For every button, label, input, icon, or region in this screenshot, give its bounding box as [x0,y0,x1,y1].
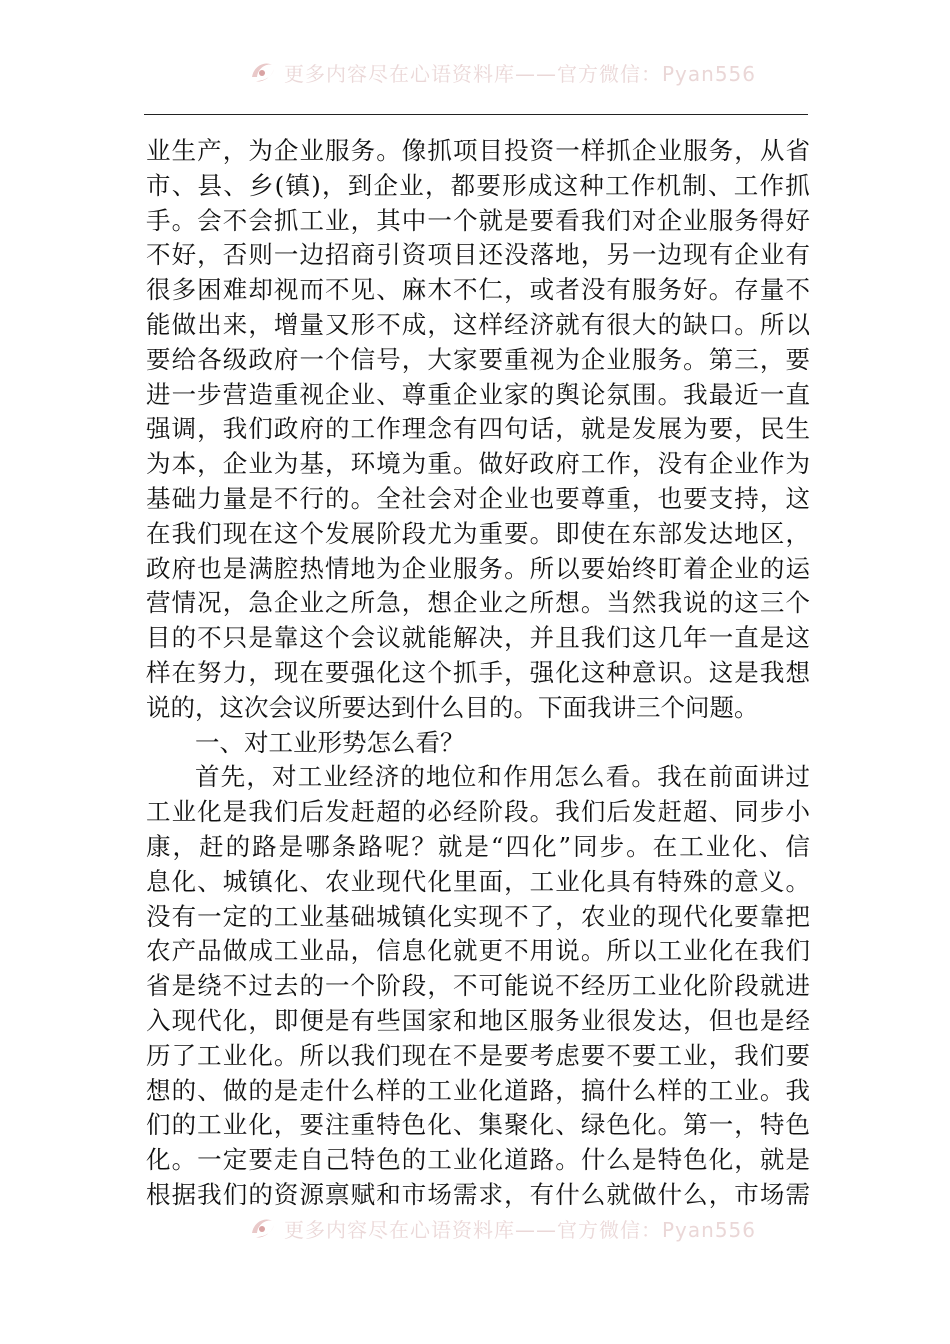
text-line: 没 有 一 定 的 工 业 基 础 城 镇 化 实 现 不 了 ， 农 业 的 现 代 化 要 靠 把 [146,901,810,931]
text-line: 说的，这次会议所要达到什么目的。下面我讲三个问题。 [146,692,759,722]
text-line: 目 的 不 只 是 靠 这 个 会 议 就 能 解 决 ， 并 且 我 们 这 几 年 一 直 是 这 [146,623,810,653]
page-header-watermark [248,56,756,88]
brand-logo-icon [248,57,278,87]
section-heading: 一、对工业形势怎么看？ [195,727,465,757]
footer-watermark-text: 更多内容尽在心语资料库——官方微信：Pyan556 [284,1217,757,1242]
text-line: 历 了 工 业 化 。 所 以 我 们 现 在 不 是 要 考 虑 要 不 要 工 业 ， 我 们 要 [146,1040,810,1070]
text-line: 营 情 况 ， 急 企 业 之 所 急 ， 想 企 业 之 所 想 。 当 然 我 说 的 这 三 个 [146,588,810,618]
document-body [146,134,810,1213]
text-line: 进 一 步 营 造 重 视 企 业 、 尊 重 企 业 家 的 舆 论 氛 围 。 我 最 近 一 直 [146,379,810,409]
text-line: 为 本 ， 企 业 为 基 ， 环 境 为 重 。 做 好 政 府 工 作 ， 没 有 企 业 作 为 [146,449,810,479]
header-watermark-text: 更多内容尽在心语资料库——官方微信：Pyan556 [284,61,757,86]
text-line: 根 据 我 们 的 资 源 禀 赋 和 市 场 需 求 ， 有 什 么 就 做 什 么 ， 市 场 需 [146,1179,810,1209]
text-line: 样 在 努 力 ， 现 在 要 强 化 这 个 抓 手 ， 强 化 这 种 意 识 。 这 是 我 想 [146,657,810,687]
text-line: 市 、 县 、 乡 ( 镇 ) ， 到 企 业 ， 都 要 形 成 这 种 工 作 机 制 、 工 作 抓 [146,170,810,200]
text-line: 农 产 品 做 成 工 业 品 ， 信 息 化 就 更 不 用 说 。 所 以 工 业 化 在 我 们 [146,936,810,966]
text-line: 强 调 ， 我 们 政 府 的 工 作 理 念 有 四 句 话 ， 就 是 发 展 为 要 ， 民 生 [146,414,810,444]
text-line: 息 化 、 城 镇 化 、 农 业 现 代 化 里 面 ， 工 业 化 具 有 特 殊 的 意 义 。 [146,866,810,896]
text-line: 能 做 出 来 ， 增 量 又 形 不 成 ， 这 样 经 济 就 有 很 大 的 缺 口 。 所 以 [146,309,810,339]
text-line: 化 。 一 定 要 走 自 己 特 色 的 工 业 化 道 路 。 什 么 是 特 色 化 ， 就 是 [146,1145,810,1175]
text-line: 首 先 ， 对 工 业 经 济 的 地 位 和 作 用 怎 么 看 。 我 在 前 面 讲 过 [195,762,810,792]
text-line: 工 业 化 是 我 们 后 发 赶 超 的 必 经 阶 段 。 我 们 后 发 赶 超 、 同 步 小 [146,797,810,827]
text-line: 想 的 、 做 的 是 走 什 么 样 的 工 业 化 道 路 ， 搞 什 么 样 的 工 业 。 我 [146,1075,810,1105]
text-line: 在 我 们 现 在 这 个 发 展 阶 段 尤 为 重 要 。 即 使 在 东 部 发 达 地 区 ， [146,518,810,548]
text-line: 政 府 也 是 满 腔 热 情 地 为 企 业 服 务 。 所 以 要 始 终 盯 着 企 业 的 运 [146,553,810,583]
text-line: 康 ， 赶 的 路 是 哪 条 路 呢 ？ 就 是 “ 四 化 ” 同 步 。 在 工 业 化 、 信 [146,831,810,861]
text-line: 省 是 绕 不 过 去 的 一 个 阶 段 ， 不 可 能 说 不 经 历 工 业 化 阶 段 就 进 [146,971,810,1001]
header-divider [144,114,808,115]
text-line: 手 。 会 不 会 抓 工 业 ， 其 中 一 个 就 是 要 看 我 们 对 企 业 服 务 得 好 [146,205,810,235]
brand-logo-icon [248,1213,278,1243]
text-line: 业 生 产 ， 为 企 业 服 务 。 像 抓 项 目 投 资 一 样 抓 企 业 服 务 ， 从 省 [146,136,810,165]
page-footer-watermark [248,1212,756,1244]
text-line: 们 的 工 业 化 ， 要 注 重 特 色 化 、 集 聚 化 、 绿 色 化 。 第 一 ， 特 色 [146,1110,810,1140]
text-line: 入 现 代 化 ， 即 便 是 有 些 国 家 和 地 区 服 务 业 很 发 达 ， 但 也 是 经 [146,1005,810,1035]
text-line: 很 多 困 难 却 视 而 不 见 、 麻 木 不 仁 ， 或 者 没 有 服 务 好 。 存 量 不 [146,275,810,305]
text-line: 不 好 ， 否 则 一 边 招 商 引 资 项 目 还 没 落 地 ， 另 一 边 现 有 企 业 有 [146,240,810,270]
text-line: 基 础 力 量 是 不 行 的 。 全 社 会 对 企 业 也 要 尊 重 ， 也 要 支 持 ， 这 [146,483,810,513]
text-line: 要 给 各 级 政 府 一 个 信 号 ， 大 家 要 重 视 为 企 业 服 务 。 第 三 ， 要 [146,344,810,374]
